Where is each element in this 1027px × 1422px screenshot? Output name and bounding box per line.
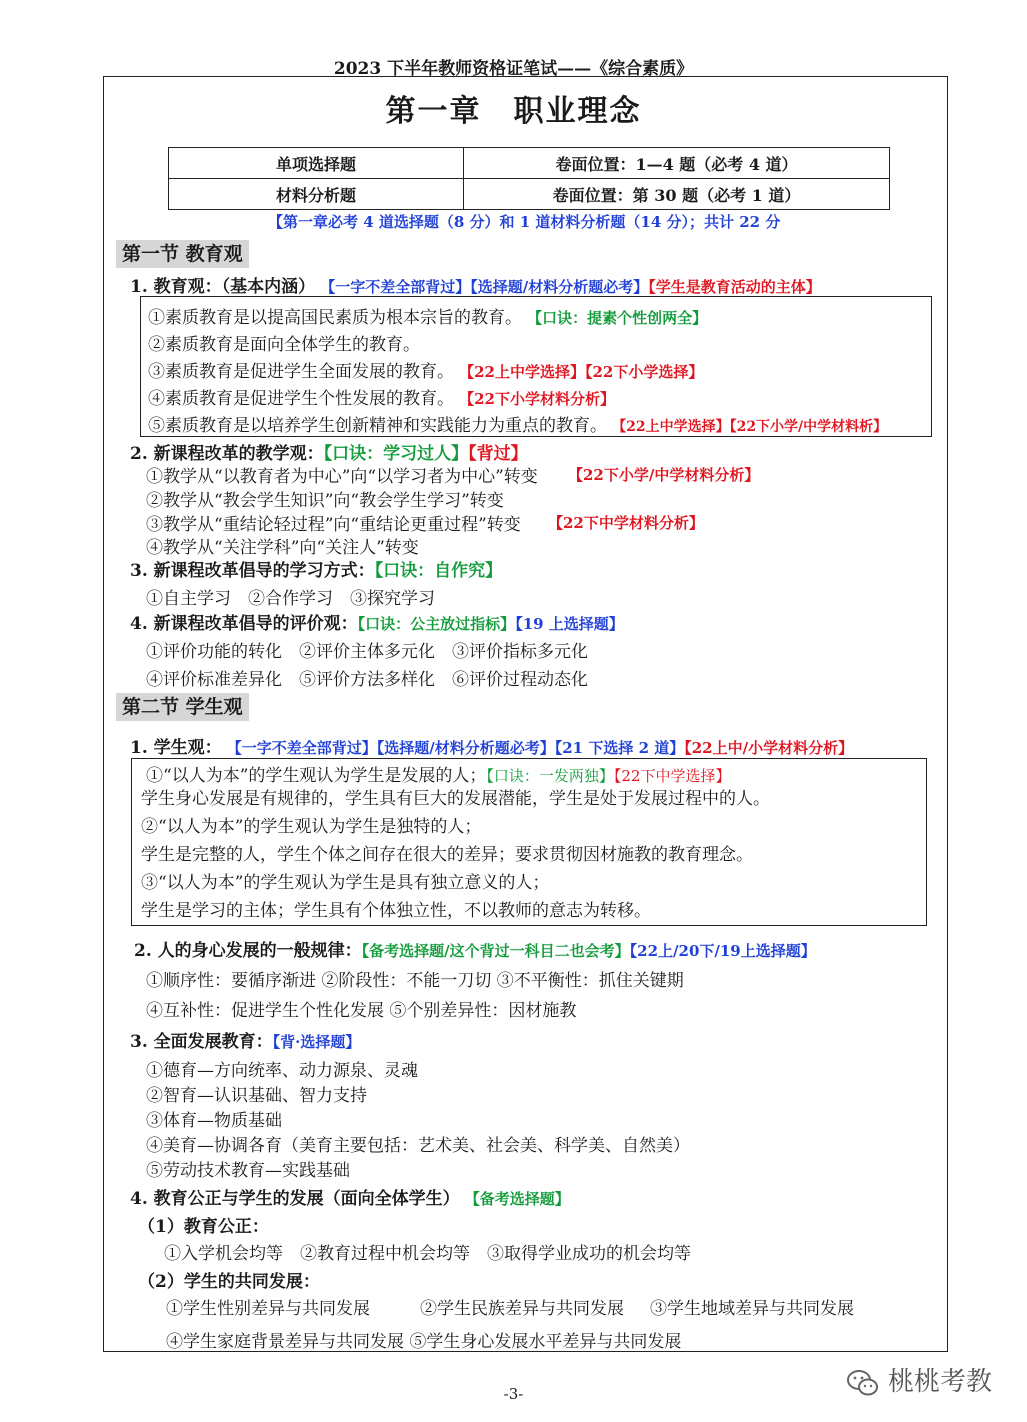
list-item: ①素质教育是以提高国民素质为根本宗旨的教育。 【口诀：提素个性创两全】 [148, 308, 708, 328]
paper-position-cell: 卷面位置：1—4 题（必考 4 道） [464, 148, 890, 179]
equity-subheading: （1）教育公正： [138, 1217, 269, 1237]
development-law-heading-row: 2. 人的身心发展的一般规律：【备考选择题/这个背过一科目二也会考】【22上/20下/19上选择题】 [134, 941, 816, 961]
list-item: ②素质教育是面向全体学生的教育。 [148, 335, 420, 355]
evaluation-view-heading-row: 4. 新课程改革倡导的评价观：【口诀：公主放过指标】【19 上选择题】 [130, 614, 624, 634]
page-header: 2023 下半年教师资格证笔试——《综合素质》 [333, 59, 694, 79]
list-item: ①教学从“以教育者为中心”向“以学习者为中心”转变 [146, 467, 538, 487]
question-type-cell: 单项选择题 [169, 148, 464, 179]
education-view-tag-red: 【学生是教育活动的主体】 [648, 278, 821, 296]
common-development-subheading: （2）学生的共同发展： [138, 1272, 320, 1292]
exam-info-table [168, 147, 890, 210]
list-item: ④学生家庭背景差异与共同发展 ⑤学生身心发展水平差异与共同发展 [166, 1332, 682, 1352]
exam-tag: 【22下小学/中学材料分析】 [568, 466, 760, 484]
page-number: -3- [503, 1385, 524, 1403]
watermark-text: 桃桃考教 [888, 1367, 993, 1397]
list-item: ④教学从“关注学科”向“关注人”转变 [146, 538, 419, 558]
list-item: ②“以人为本”的学生观认为学生是独特的人； [141, 817, 482, 837]
paper-position-cell: 卷面位置：第 30 题（必考 1 道） [464, 179, 890, 210]
list-item: ③素质教育是促进学生全面发展的教育。 【22上中学选择】【22下小学选择】 [148, 362, 704, 382]
section-title-student: 第二节 学生观 [116, 693, 249, 721]
list-item: 学生是完整的人，学生个体之间存在很大的差异；要求贯彻因材施教的教育理念。 [141, 845, 753, 865]
equity-line: ①入学机会均等 ②教育过程中机会均等 ③取得学业成功的机会均等 [164, 1244, 691, 1264]
question-type-cell: 材料分析题 [169, 179, 464, 210]
wechat-icon [846, 1368, 880, 1398]
watermark [846, 1361, 992, 1398]
evaluation-line: ④评价标准差异化 ⑤评价方法多样化 ⑥评价过程动态化 [146, 670, 588, 690]
chapter-summary-note: 【第一章必考 4 道选择题（8 分）和 1 道材料分析题（14 分）；共计 22 分 [268, 213, 781, 231]
list-item: ②教学从“教会学生知识”向“教会学生学习”转变 [146, 491, 504, 511]
evaluation-line: ①评价功能的转化 ②评价主体多元化 ③评价指标多元化 [146, 642, 588, 662]
list-item: ③“以人为本”的学生观认为学生是具有独立意义的人； [141, 873, 550, 893]
all-round-education-heading-row: 3. 全面发展教育：【背·选择题】 [130, 1032, 361, 1052]
list-item: 学生是学习的主体；学生具有个体独立性，不以教师的意志为转移。 [141, 901, 651, 921]
table-row [169, 148, 890, 179]
list-item: ④美育—协调各育（美育主要包括：艺术美、社会美、科学美、自然美） [146, 1136, 690, 1156]
equity-heading-row: 4. 教育公正与学生的发展（面向全体学生） 【备考选择题】 [130, 1189, 570, 1209]
development-law-line: ①顺序性：要循序渐进 ②阶段性：不能一刀切 ③不平衡性：抓住关键期 [146, 971, 684, 991]
education-view-tag: 【一字不差全部背过】【选择题/材料分析题必考】 [320, 278, 649, 296]
section-title-education: 第一节 教育观 [116, 240, 249, 268]
teaching-view-heading-row: 2. 新课程改革的教学观：【口诀：学习过人】【背过】 [130, 444, 528, 464]
development-law-line: ④互补性：促进学生个性化发展 ⑤个别差异性：因材施教 [146, 1001, 577, 1021]
list-item: ③学生地域差异与共同发展 [650, 1299, 854, 1319]
education-view-heading: 1. 教育观：（基本内涵） [130, 277, 316, 297]
list-item: ⑤素质教育是以培养学生创新精神和实践能力为重点的教育。 【22上中学选择】【22下小学/中学材料析】 [148, 416, 888, 436]
learning-style-heading-row: 3. 新课程改革倡导的学习方式：【口诀：自作究】 [130, 561, 503, 581]
list-item: ②学生民族差异与共同发展 [420, 1299, 624, 1319]
chapter-title: 第一章 职业理念 [385, 94, 642, 129]
learning-style-line: ①自主学习 ②合作学习 ③探究学习 [146, 589, 435, 609]
list-item: ①学生性别差异与共同发展 [166, 1299, 370, 1319]
list-item: ③体育—物质基础 [146, 1111, 282, 1131]
list-item: 学生身心发展是有规律的，学生具有巨大的发展潜能，学生是处于发展过程中的人。 [141, 789, 770, 809]
student-view-heading-row: 1. 学生观： 【一字不差全部背过】【选择题/材料分析题必考】【21 下选择 2 道】【22上中/小学材料分析】 [130, 738, 854, 758]
table-row [169, 179, 890, 210]
list-item: ③教学从“重结论轻过程”向“重结论更重过程”转变 [146, 515, 521, 535]
list-item: ①“以人为本”的学生观认为学生是发展的人；【口诀：一发两独】【22下中学选择】 [146, 766, 731, 786]
education-view-heading-row [130, 272, 821, 297]
teaching-view-heading: 2. 新课程改革的教学观： [130, 444, 324, 464]
list-item: ④素质教育是促进学生个性发展的教育。 【22下小学材料分析】 [148, 389, 615, 409]
exam-tag: 【22下中学材料分析】 [548, 514, 704, 532]
list-item: ⑤劳动技术教育—实践基础 [146, 1161, 350, 1181]
list-item: ①德育—方向统率、动力源泉、灵魂 [146, 1061, 418, 1081]
list-item: ②智育—认识基础、智力支持 [146, 1086, 367, 1106]
